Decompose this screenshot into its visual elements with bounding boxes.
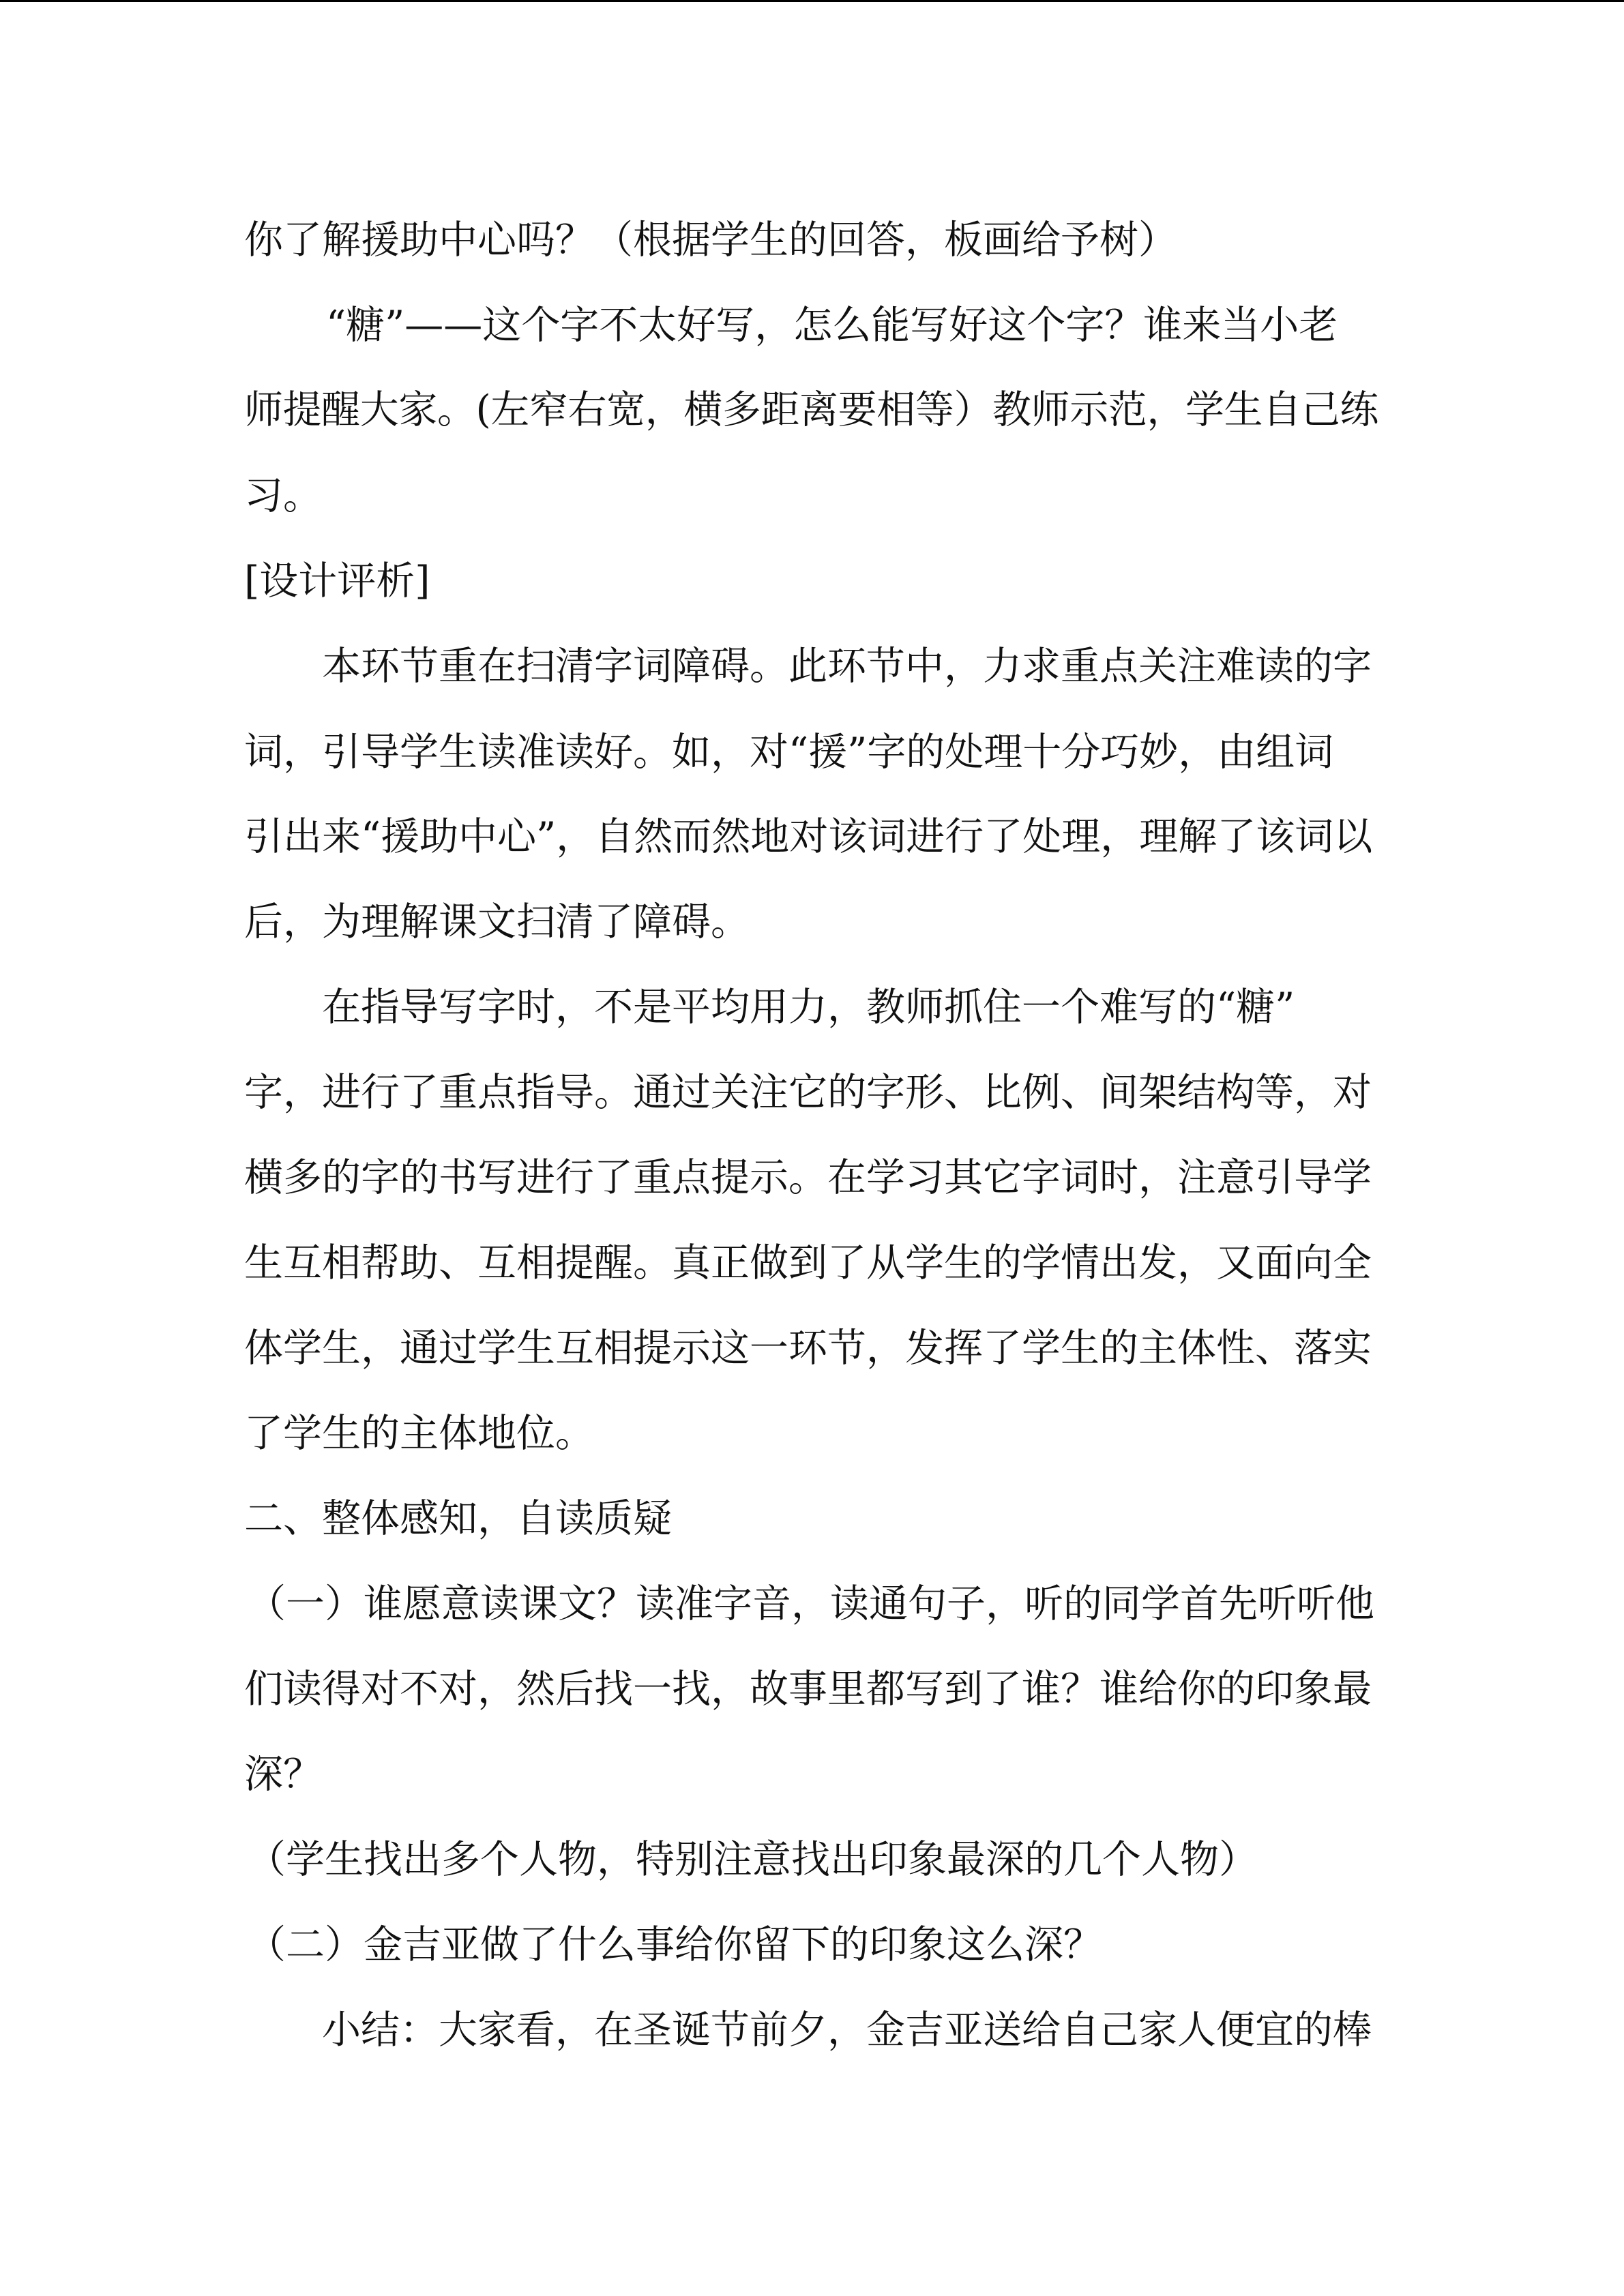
text-line: 体学生，通过学生互相提示这一环节，发挥了学生的主体性、落实: [244, 1326, 1372, 1371]
text-line: 小结：大家看，在圣诞节前夕，金吉亚送给自己家人便宜的棒: [322, 2008, 1372, 2053]
text-line: 师提醒大家。(左窄右宽，横多距离要相等）教师示范，学生自己练: [244, 387, 1378, 432]
text-line: 本环节重在扫清字词障碍。此环节中，力求重点关注难读的字: [322, 644, 1372, 689]
text-line: “糖”——这个字不太好写，怎么能写好这个字？谁来当小老: [326, 303, 1338, 348]
text-line: 了学生的主体地位。: [244, 1411, 594, 1456]
section-heading: [设计评析]: [244, 558, 430, 603]
text-line: （学生找出多个人物，特别注意找出印象最深的几个人物）: [247, 1837, 1258, 1882]
text-line: 习。: [244, 473, 322, 518]
text-line: 横多的字的书写进行了重点提示。在学习其它字词时，注意引导学: [244, 1155, 1372, 1200]
text-line: 们读得对不对，然后找一找，故事里都写到了谁？谁给你的印象最: [244, 1667, 1372, 1712]
section-heading: 二、整体感知，自读质疑: [244, 1496, 672, 1541]
top-border-line: [0, 0, 1624, 2]
text-line: 字，进行了重点指导。通过关注它的字形、比例、间架结构等，对: [244, 1070, 1372, 1115]
text-line: 词，引导学生读准读好。如，对“援”字的处理十分巧妙，由组词: [244, 730, 1334, 775]
text-line: 引出来“援助中心”，自然而然地对该词进行了处理，理解了该词以: [244, 814, 1373, 859]
text-line: 后，为理解课文扫清了障碍。: [244, 899, 750, 944]
text-line: （一）谁愿意读课文？读准字音，读通句子，听的同学首先听听他: [247, 1581, 1374, 1626]
text-line: 在指导写字时，不是平均用力，教师抓住一个难写的“糖”: [322, 985, 1295, 1030]
text-line: 深？: [244, 1752, 322, 1797]
text-line: （二）金吉亚做了什么事给你留下的印象这么深？: [247, 1922, 1102, 1967]
text-line: 你了解援助中心吗？（根据学生的回答，板画给予树）: [244, 218, 1177, 263]
text-line: 生互相帮助、互相提醒。真正做到了从学生的学情出发，又面向全: [244, 1240, 1372, 1285]
